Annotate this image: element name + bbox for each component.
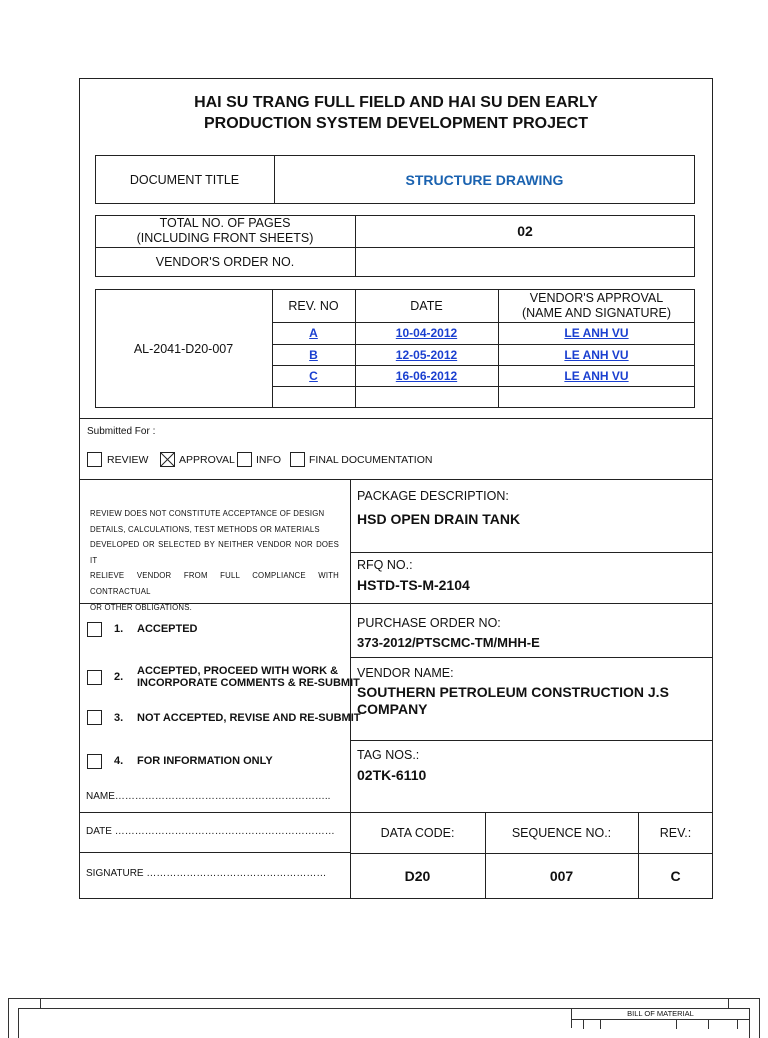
project-title-line1: HAI SU TRANG FULL FIELD AND HAI SU DEN EARLY — [194, 94, 598, 111]
rev-approval-cell — [498, 365, 695, 386]
project-title — [79, 92, 713, 134]
status-number: 3. — [114, 712, 124, 724]
package-description-label: PACKAGE DESCRIPTION: — [357, 489, 509, 503]
data-code-label: DATA CODE: — [380, 825, 455, 840]
bill-of-material-label: BILL OF MATERIAL — [627, 1009, 694, 1018]
rev-approval-cell — [498, 322, 695, 344]
rev-value: C — [670, 868, 681, 884]
accepted-proceed-checkbox[interactable] — [87, 670, 102, 685]
signature-field[interactable]: SIGNATURE ……………………………………………… — [86, 868, 327, 879]
sequence-no-label: SEQUENCE NO.: — [511, 825, 612, 840]
rev-row — [272, 322, 355, 344]
rev-date-cell — [355, 365, 498, 386]
info-checkbox[interactable] — [237, 452, 252, 467]
rev-link[interactable]: C — [309, 368, 318, 383]
package-description-value: HSD OPEN DRAIN TANK — [357, 511, 521, 527]
data-code-value: D20 — [404, 868, 431, 884]
rev-no-header: REV. NO — [288, 298, 339, 313]
vendor-order-label: VENDOR'S ORDER NO. — [155, 255, 295, 269]
approval-label: APPROVAL — [179, 454, 235, 466]
document-title-value: STRUCTURE DRAWING — [405, 171, 564, 188]
sequence-no-value: 007 — [549, 868, 574, 884]
rev-approval-link[interactable]: LE ANH VU — [564, 368, 629, 383]
rev-label: REV.: — [659, 825, 692, 840]
rev-date-link[interactable]: 10-04-2012 — [395, 326, 458, 340]
info-label: INFO — [256, 454, 282, 466]
not-accepted-checkbox[interactable] — [87, 710, 102, 725]
final-documentation-label: FINAL DOCUMENTATION — [309, 454, 433, 466]
rev-date-cell — [355, 344, 498, 365]
vendor-name-value: SOUTHERN PETROLEUM CONSTRUCTION J.S COMPANY — [357, 684, 669, 717]
rev-date-link[interactable]: 16-06-2012 — [395, 368, 458, 383]
rev-approval-cell — [498, 344, 695, 365]
submitted-for-label: Submitted For : — [87, 426, 156, 437]
rev-link[interactable]: B — [309, 347, 318, 362]
document-title-label: DOCUMENT TITLE — [129, 172, 240, 187]
approval-checkbox[interactable] — [160, 452, 175, 467]
for-information-checkbox[interactable] — [87, 754, 102, 769]
rev-row — [272, 365, 355, 386]
rev-date-link[interactable]: 12-05-2012 — [395, 347, 458, 362]
name-field[interactable]: NAME……………………………………………………….. — [86, 791, 331, 802]
status-number: 1. — [114, 623, 124, 635]
accepted-label: ACCEPTED — [137, 623, 198, 635]
document-number: AL-2041-D20-007 — [133, 341, 234, 356]
vendor-approval-header: VENDOR'S APPROVAL (NAME AND SIGNATURE) — [521, 290, 672, 320]
rev-row — [272, 344, 355, 365]
rev-date-cell — [355, 322, 498, 344]
total-pages-label: TOTAL NO. OF PAGES (INCLUDING FRONT SHEETS) — [136, 216, 314, 245]
rev-link[interactable]: A — [309, 326, 318, 340]
accepted-proceed-label: ACCEPTED, PROCEED WITH WORK & INCORPORATE COMMENTS & RE-SUBMIT — [137, 665, 360, 689]
review-label: REVIEW — [107, 454, 149, 466]
status-number: 2. — [114, 671, 124, 683]
project-title-line2: PRODUCTION SYSTEM DEVELOPMENT PROJECT — [203, 115, 589, 132]
rfq-label: RFQ NO.: — [357, 558, 413, 572]
vendor-name-label: VENDOR NAME: — [357, 666, 454, 680]
disclaimer-text: REVIEW DOES NOT CONSTITUTE ACCEPTANCE OF DESIGN DETAILS, CALCULATIONS, TEST METHODS OR MATERIALS DEVELOPED OR SELECTED BY NEITHER VENDOR NOR DOES IT RELIEVE VENDOR FROM FULL COMPLIANCE WITH CONTRACTUAL OR OTHER OBLIGATIONS. — [90, 509, 339, 612]
purchase-order-value: 373-2012/PTSCMC-TM/MHH-E — [357, 635, 540, 650]
date-field[interactable]: DATE ………………………………………………………… — [86, 826, 335, 837]
review-checkbox[interactable] — [87, 452, 102, 467]
total-pages-value: 02 — [517, 223, 533, 239]
vendor-order-value — [355, 247, 695, 277]
tag-nos-label: TAG NOS.: — [357, 748, 420, 762]
tag-nos-value: 02TK-6110 — [357, 767, 427, 783]
purchase-order-label: PURCHASE ORDER NO: — [357, 616, 501, 630]
rev-approval-link[interactable]: LE ANH VU — [564, 347, 629, 362]
final-documentation-checkbox[interactable] — [290, 452, 305, 467]
rfq-value: HSTD-TS-M-2104 — [357, 577, 470, 593]
for-information-label: FOR INFORMATION ONLY — [137, 755, 273, 767]
not-accepted-label: NOT ACCEPTED, REVISE AND RE-SUBMIT — [137, 712, 361, 724]
checkmark-x-icon — [160, 452, 175, 467]
rev-approval-link[interactable]: LE ANH VU — [564, 326, 629, 340]
date-header: DATE — [410, 298, 443, 313]
accepted-checkbox[interactable] — [87, 622, 102, 637]
status-number: 4. — [114, 755, 124, 767]
